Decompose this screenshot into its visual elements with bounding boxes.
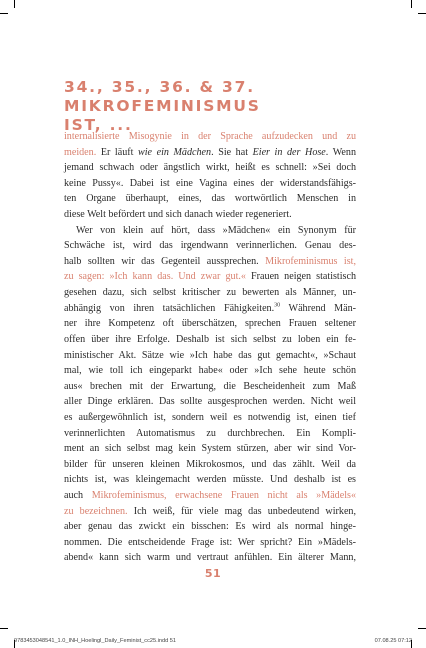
crop-mark-top-left [14, 0, 15, 8]
crop-mark-left-upper [0, 13, 8, 14]
text-run: Schwäche ist, wird das irgendwann verinnerlichen. Genau des- [64, 240, 356, 252]
crop-mark-top-right [411, 0, 412, 8]
crop-mark-left-lower [0, 628, 8, 629]
text-line [64, 550, 356, 566]
text-line [64, 504, 356, 520]
crop-mark-right-lower [418, 628, 426, 629]
text-run: Er läuft [96, 146, 139, 158]
text-line [64, 254, 356, 270]
text-line [64, 332, 356, 348]
highlighted-text: zu bezeichnen. [64, 505, 128, 517]
footnote-ref: 30 [274, 302, 281, 309]
text-run: mal, wie toll ich eingeparkt habe« oder »Ich sehe heute schön [64, 365, 356, 377]
text-run: jemand schwach oder ängstlich wirkt, heißt es schnell: »Sei doch [64, 162, 356, 174]
text-run: Frauen neigen statistisch [245, 271, 356, 283]
text-run: halb sollten wir das Gegenteil aussprechen. [64, 255, 266, 267]
text-line [64, 410, 356, 426]
text-run: Wer von klein auf hört, dass »Mädchen« ein Synonym für [76, 224, 356, 236]
text-line [64, 457, 356, 473]
text-run: ment an sich selbst mag kein System stürzen, aber wir sind Vor- [64, 443, 356, 455]
text-line [64, 379, 356, 395]
text-line [64, 269, 356, 285]
body-text [64, 129, 356, 566]
page-number: 51 [204, 567, 222, 580]
print-slug-filename: 9783453048541_1.0_INH_Hoelingl_Daily_Feminist_cc25.indd 51 [14, 638, 177, 644]
text-run: nommen. Die entscheidende Frage ist: Wer spricht? Ein »Mädels- [64, 536, 356, 548]
text-line [64, 472, 356, 488]
text-line [64, 191, 356, 207]
text-line [64, 535, 356, 551]
text-run: bilder für unseren kleinen Mikrokosmos, und das zählt. Weil da [64, 458, 356, 470]
highlighted-text: internalisierte Misogynie in der Sprache aufzudecken und zu [64, 131, 356, 142]
text-line [64, 160, 356, 176]
text-run: diese Welt befördert und sich danach wieder regeneriert. [64, 209, 292, 221]
text-run: nichts ist, was kleingemacht werden müsste. Und deshalb ist es [64, 474, 356, 486]
text-line [64, 441, 356, 457]
text-line [64, 207, 356, 223]
text-run: ner ihre Kompetenz oft überschätzen, sprechen Frauen seltener [64, 318, 356, 330]
chapter-heading [64, 78, 364, 135]
text-line [64, 316, 356, 332]
chapter-heading-line-1: 34., 35., 36. & 37. MIKROFEMINISMUS [64, 78, 261, 115]
text-run: verinnerlichten Automatismus zu durchbrechen. Ein Kompli- [64, 427, 356, 439]
crop-mark-right-upper [418, 13, 426, 14]
highlighted-text: Mikrofeminismus ist, [265, 255, 356, 267]
text-line [64, 348, 356, 364]
chapter-heading-line-2: IST, ... [64, 116, 133, 134]
text-line [64, 519, 356, 535]
text-run: . Sie hat [211, 146, 253, 158]
text-line [64, 145, 356, 161]
italic-text: wie ein Mädchen [138, 146, 212, 158]
text-line [64, 394, 356, 410]
text-run: ministischer Akt. Sätze wie »Ich habe das gut gemacht«, »Schaut [64, 349, 356, 361]
text-run: ten Organe überhaupt, eines, das wortwörtlich Menschen in [64, 193, 356, 205]
text-run: gesehen dazu, sich selbst kritischer zu bewerten als Männer, un- [64, 287, 356, 299]
italic-text: Eier in der Hose [252, 146, 326, 158]
text-run: Ich weiß, für viele mag das unbedeutend wirken, [127, 505, 356, 517]
text-line [64, 488, 356, 504]
text-line [64, 426, 356, 442]
text-run: offen über ihre Erfolge. Deshalb ist sich selbst zu loben ein fe- [64, 333, 356, 345]
text-run: abend« kann sich warm und vertraut anfühlen. Ein älterer Mann, [64, 552, 356, 564]
highlighted-text: zu sagen: »Ich kann das. Und zwar gut.« [64, 271, 246, 283]
text-line [64, 238, 356, 254]
print-slug-timestamp: 07.08.25 07:12 [374, 638, 412, 644]
text-line [64, 363, 356, 379]
text-run: aus« brechen mit der Erwartung, die Bescheidenheit zum Maß [64, 380, 356, 392]
text-run: auch [64, 490, 92, 502]
highlighted-text: Mikrofeminismus, erwachsene Frauen nicht als »Mädels« [91, 490, 356, 502]
text-line [64, 176, 356, 192]
text-run: aller Dinge erklären. Das sollte ausgesprochen werden. Nicht weil [64, 396, 356, 408]
text-line [64, 223, 356, 239]
text-run: es außergewöhnlich ist, sondern weil es notwendig ist, einen tief [64, 411, 356, 423]
text-line [64, 285, 356, 301]
text-run: keine Pussy«. Dabei ist eine Vagina eines der widerstandsfähigs- [64, 177, 356, 189]
text-run: Während Män- [280, 302, 357, 314]
highlighted-text: meiden. [64, 146, 97, 158]
text-run: abhängig von ihren tatsächlichen Fähigkeiten. [64, 302, 275, 314]
text-line [64, 129, 356, 145]
text-run: . Wenn [325, 146, 356, 158]
text-run: aber genau das zwickt ein bisschen: Es wird als normal hinge- [64, 521, 356, 533]
text-line [64, 301, 356, 317]
